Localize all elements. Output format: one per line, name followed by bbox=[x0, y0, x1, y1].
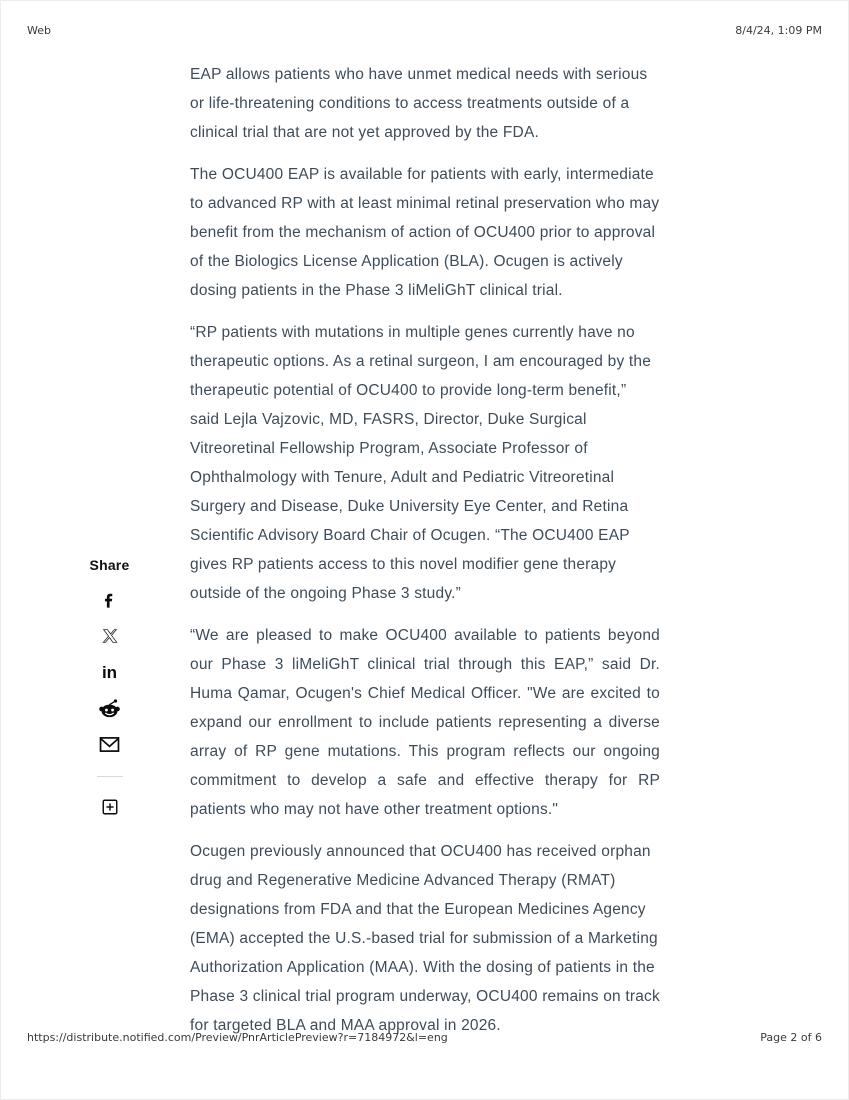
email-share-button[interactable] bbox=[98, 734, 122, 754]
facebook-share-button[interactable] bbox=[98, 590, 122, 610]
share-more-icon bbox=[101, 798, 119, 816]
linkedin-icon: in bbox=[101, 662, 118, 682]
reddit-share-button[interactable] bbox=[98, 698, 122, 718]
print-header bbox=[27, 24, 822, 37]
footer-page-number: Page 2 of 6 bbox=[760, 1031, 822, 1044]
article-paragraph: The OCU400 EAP is available for patients with early, intermediate to advanced RP with at least minimal retinal preservation who may benefit from the mechanism of action of OCU400 prior to approval of the Biologics License Application (BLA). Ocugen is actively dosing patients in the Phase 3 liMeliGhT clinical trial. bbox=[190, 166, 660, 299]
article-paragraph: “We are pleased to make OCU400 available to patients beyond our Phase 3 liMeliGhT clinical trial through this EAP,” said Dr. Huma Qamar, Ocugen's Chief Medical Officer. "We are excited to expand our enrollment to include patients representing a diverse array of RP gene mutations. This program reflects our ongoing commitment to develop a safe and effective therapy for RP patients who may not have other treatment options." bbox=[190, 627, 660, 818]
more-share-options-button[interactable] bbox=[98, 797, 122, 817]
article-paragraph: Ocugen previously announced that OCU400 has received orphan drug and Regenerative Medicine Advanced Therapy (RMAT) designations from FDA and that the European Medicines Agency (EMA) accepted the U.S.-based trial for submission of a Marketing Authorization Application (MAA). With the dosing of patients in the Phase 3 clinical trial program underway, OCU400 remains on track for targeted BLA and MAA approval in 2026. bbox=[190, 843, 660, 1034]
header-datetime: 8/4/24, 1:09 PM bbox=[735, 24, 822, 37]
article-paragraph: EAP allows patients who have unmet medical needs with serious or life-threatening conditions to access treatments outside of a clinical trial that are not yet approved by the FDA. bbox=[190, 66, 648, 141]
x-share-button[interactable] bbox=[98, 626, 122, 646]
reddit-icon bbox=[98, 698, 121, 719]
linkedin-share-button[interactable] bbox=[98, 662, 122, 682]
share-divider bbox=[97, 776, 123, 777]
share-rail bbox=[81, 557, 138, 833]
article-paragraph: “RP patients with mutations in multiple genes currently have no therapeutic options. As a retinal surgeon, I am encouraged by the therapeutic potential of OCU400 to provide long-term benefit,” said Lejla Vajzovic, MD, FASRS, Director, Duke Surgical Vitreoretinal Fellowship Program, Associate Professor of Ophthalmology with Tenure, Adult and Pediatric Vitreoretinal Surgery and Disease, Duke University Eye Center, and Retina Scientific Advisory Board Chair of Ocugen. “The OCU400 EAP gives RP patients access to this novel modifier gene therapy outside of the ongoing Phase 3 study.” bbox=[190, 324, 652, 602]
email-icon bbox=[99, 736, 120, 753]
share-label: Share bbox=[89, 557, 130, 573]
facebook-icon bbox=[100, 591, 119, 610]
article-body bbox=[190, 60, 660, 1053]
x-twitter-icon bbox=[101, 627, 119, 645]
print-footer bbox=[27, 1031, 822, 1044]
header-source-label: Web bbox=[27, 24, 51, 37]
footer-url: https://distribute.notified.com/Preview/PnrArticlePreview?r=7184972&l=eng bbox=[27, 1031, 448, 1044]
